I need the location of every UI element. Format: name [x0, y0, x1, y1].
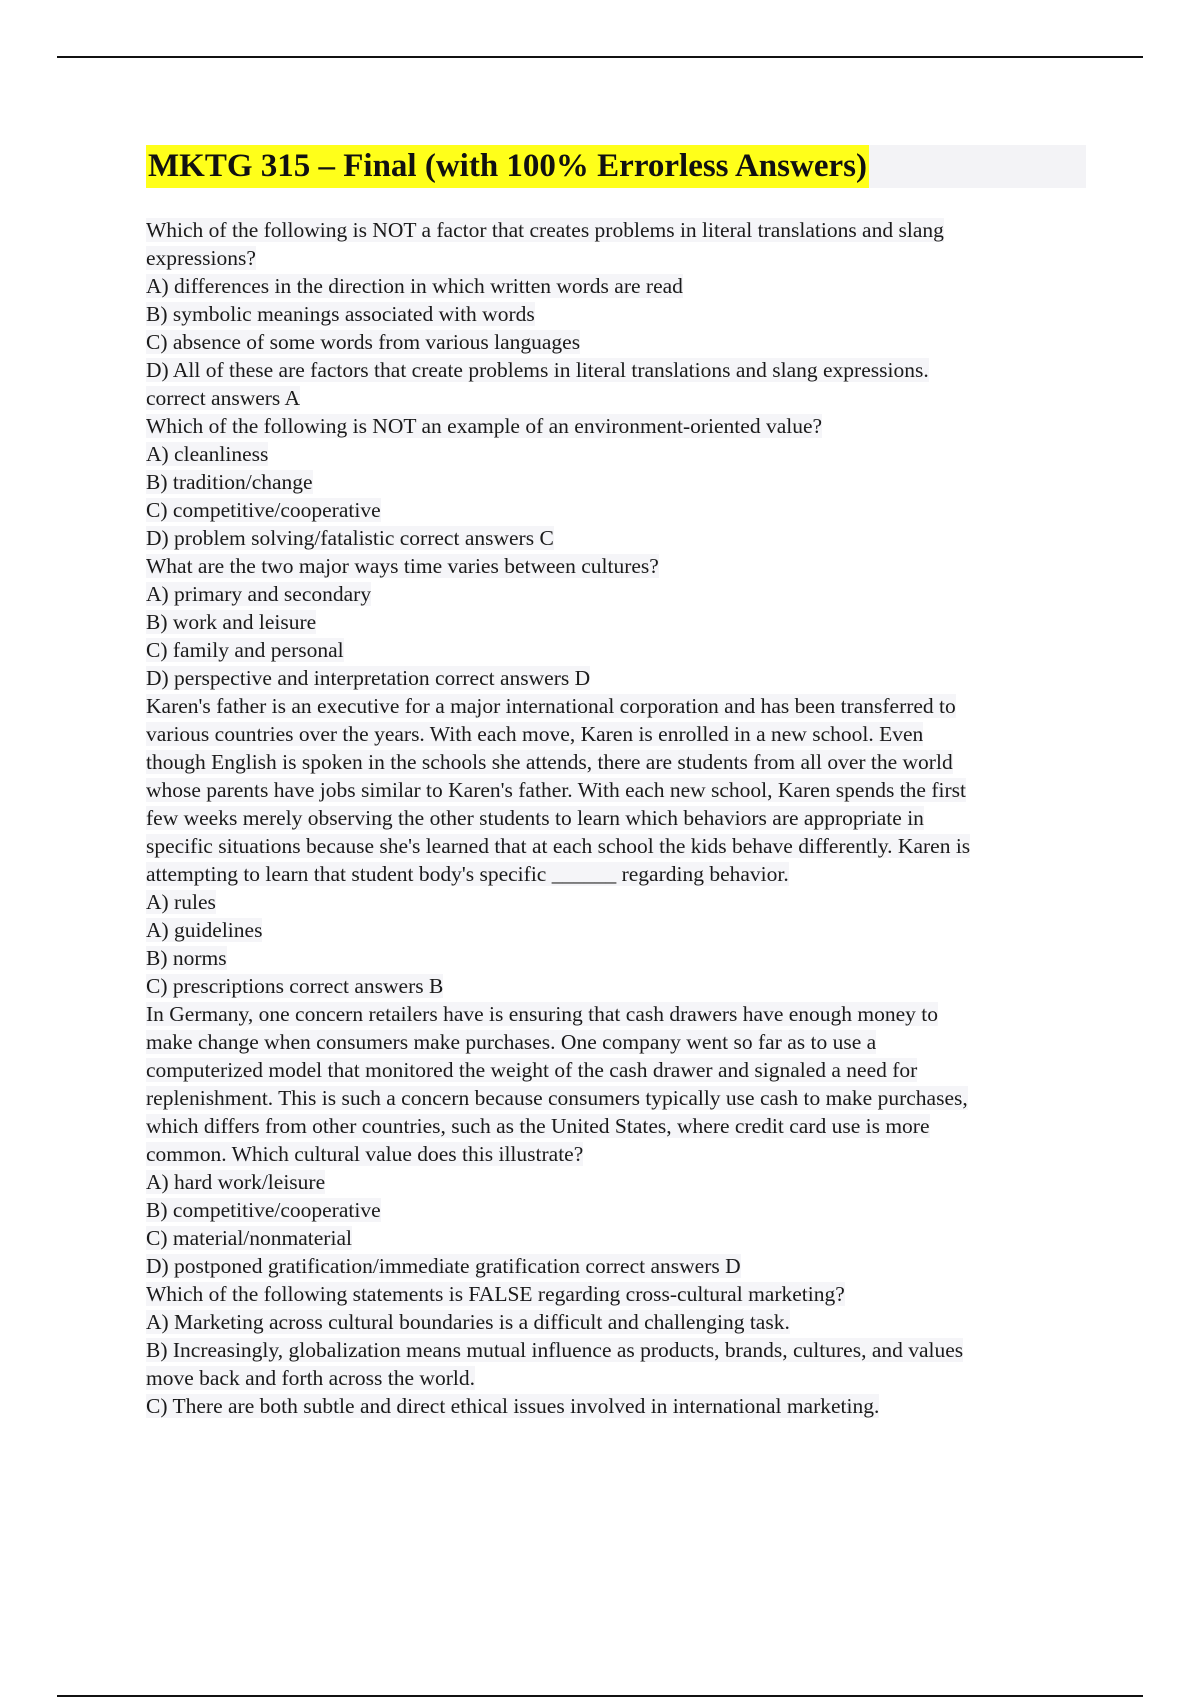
text-line-content: replenishment. This is such a concern because consumers typically use cash to make purchases, — [146, 1086, 968, 1110]
document-body — [146, 145, 1086, 1420]
text-line — [146, 468, 1086, 496]
text-line — [146, 776, 1086, 804]
text-line-content: C) material/nonmaterial — [146, 1226, 352, 1250]
text-line-content: D) postponed gratification/immediate gratification correct answers D — [146, 1254, 741, 1278]
text-line — [146, 832, 1086, 860]
text-line — [146, 608, 1086, 636]
text-line-content: expressions? — [146, 246, 256, 270]
text-line-content: In Germany, one concern retailers have is ensuring that cash drawers have enough money to — [146, 1002, 939, 1026]
text-line — [146, 496, 1086, 524]
text-line-content: which differs from other countries, such as the United States, where credit card use is more — [146, 1114, 930, 1138]
text-line-content: A) Marketing across cultural boundaries is a difficult and challenging task. — [146, 1310, 790, 1334]
text-line — [146, 944, 1086, 972]
text-line-content: D) problem solving/fatalistic correct answers C — [146, 526, 554, 550]
text-line — [146, 1280, 1086, 1308]
text-line — [146, 384, 1086, 412]
text-line-content: computerized model that monitored the weight of the cash drawer and signaled a need for — [146, 1058, 918, 1082]
text-line-content: C) prescriptions correct answers B — [146, 974, 444, 998]
text-line — [146, 860, 1086, 888]
text-line — [146, 1196, 1086, 1224]
text-line — [146, 1056, 1086, 1084]
text-line-content: common. Which cultural value does this illustrate? — [146, 1142, 584, 1166]
text-line-content: B) symbolic meanings associated with words — [146, 302, 535, 326]
text-line-content: A) guidelines — [146, 918, 263, 942]
text-line-content: correct answers A — [146, 386, 301, 410]
text-line-content: Which of the following statements is FALSE regarding cross-cultural marketing? — [146, 1282, 845, 1306]
text-line-content: A) primary and secondary — [146, 582, 372, 606]
text-line-content: specific situations because she's learned that at each school the kids behave differently. Karen is — [146, 834, 971, 858]
text-line — [146, 216, 1086, 244]
text-line-content: B) norms — [146, 946, 227, 970]
text-line — [146, 888, 1086, 916]
text-line — [146, 552, 1086, 580]
text-line-content: C) family and personal — [146, 638, 344, 662]
text-line — [146, 1000, 1086, 1028]
text-line-content: A) hard work/leisure — [146, 1170, 326, 1194]
text-line-content: B) competitive/cooperative — [146, 1198, 381, 1222]
text-line — [146, 524, 1086, 552]
text-line-content: move back and forth across the world. — [146, 1366, 475, 1390]
text-line — [146, 748, 1086, 776]
top-rule — [57, 56, 1143, 58]
text-line — [146, 1112, 1086, 1140]
text-line-content: though English is spoken in the schools she attends, there are students from all over the world — [146, 750, 953, 774]
text-line-content: Karen's father is an executive for a major international corporation and has been transferred to — [146, 694, 956, 718]
text-line — [146, 1336, 1086, 1364]
text-line — [146, 720, 1086, 748]
text-line — [146, 1364, 1086, 1392]
text-line-content: D) All of these are factors that create problems in literal translations and slang expressions. — [146, 358, 929, 382]
text-line — [146, 664, 1086, 692]
text-line-content: few weeks merely observing the other students to learn which behaviors are appropriate in — [146, 806, 924, 830]
bottom-rule — [57, 1695, 1143, 1697]
text-line — [146, 916, 1086, 944]
text-line-content: make change when consumers make purchases. One company went so far as to use a — [146, 1030, 877, 1054]
text-line — [146, 440, 1086, 468]
text-line — [146, 1392, 1086, 1420]
text-line — [146, 972, 1086, 1000]
text-line — [146, 300, 1086, 328]
text-line-content: Which of the following is NOT an example of an environment-oriented value? — [146, 414, 823, 438]
text-line-content: What are the two major ways time varies between cultures? — [146, 554, 659, 578]
text-line-content: B) tradition/change — [146, 470, 313, 494]
text-line-content: attempting to learn that student body's specific ______ regarding behavior. — [146, 862, 789, 886]
text-line-content: Which of the following is NOT a factor that creates problems in literal translations and slang — [146, 218, 944, 242]
text-line-content: A) rules — [146, 890, 216, 914]
text-line — [146, 1224, 1086, 1252]
text-line-content: A) differences in the direction in which written words are read — [146, 274, 683, 298]
text-line-content: D) perspective and interpretation correct answers D — [146, 666, 591, 690]
text-line — [146, 804, 1086, 832]
text-line — [146, 272, 1086, 300]
text-line-content: C) There are both subtle and direct ethical issues involved in international marketing. — [146, 1394, 880, 1418]
title-row — [146, 145, 1086, 188]
text-line — [146, 356, 1086, 384]
text-line-content: B) work and leisure — [146, 610, 317, 634]
text-line — [146, 328, 1086, 356]
text-line-content: whose parents have jobs similar to Karen's father. With each new school, Karen spends the first — [146, 778, 966, 802]
text-line — [146, 1028, 1086, 1056]
text-line — [146, 412, 1086, 440]
text-line — [146, 1168, 1086, 1196]
text-line — [146, 1308, 1086, 1336]
text-line — [146, 244, 1086, 272]
text-line — [146, 692, 1086, 720]
text-line — [146, 636, 1086, 664]
question-text — [146, 216, 1086, 1420]
text-line-content: A) cleanliness — [146, 442, 269, 466]
text-line-content: C) competitive/cooperative — [146, 498, 381, 522]
text-line-content: C) absence of some words from various languages — [146, 330, 581, 354]
text-line — [146, 580, 1086, 608]
text-line — [146, 1084, 1086, 1112]
document-title: MKTG 315 – Final (with 100% Errorless Answers) — [146, 145, 869, 188]
text-line — [146, 1140, 1086, 1168]
text-line — [146, 1252, 1086, 1280]
text-line-content: B) Increasingly, globalization means mutual influence as products, brands, cultures, and values — [146, 1338, 964, 1362]
text-line-content: various countries over the years. With each move, Karen is enrolled in a new school. Even — [146, 722, 924, 746]
